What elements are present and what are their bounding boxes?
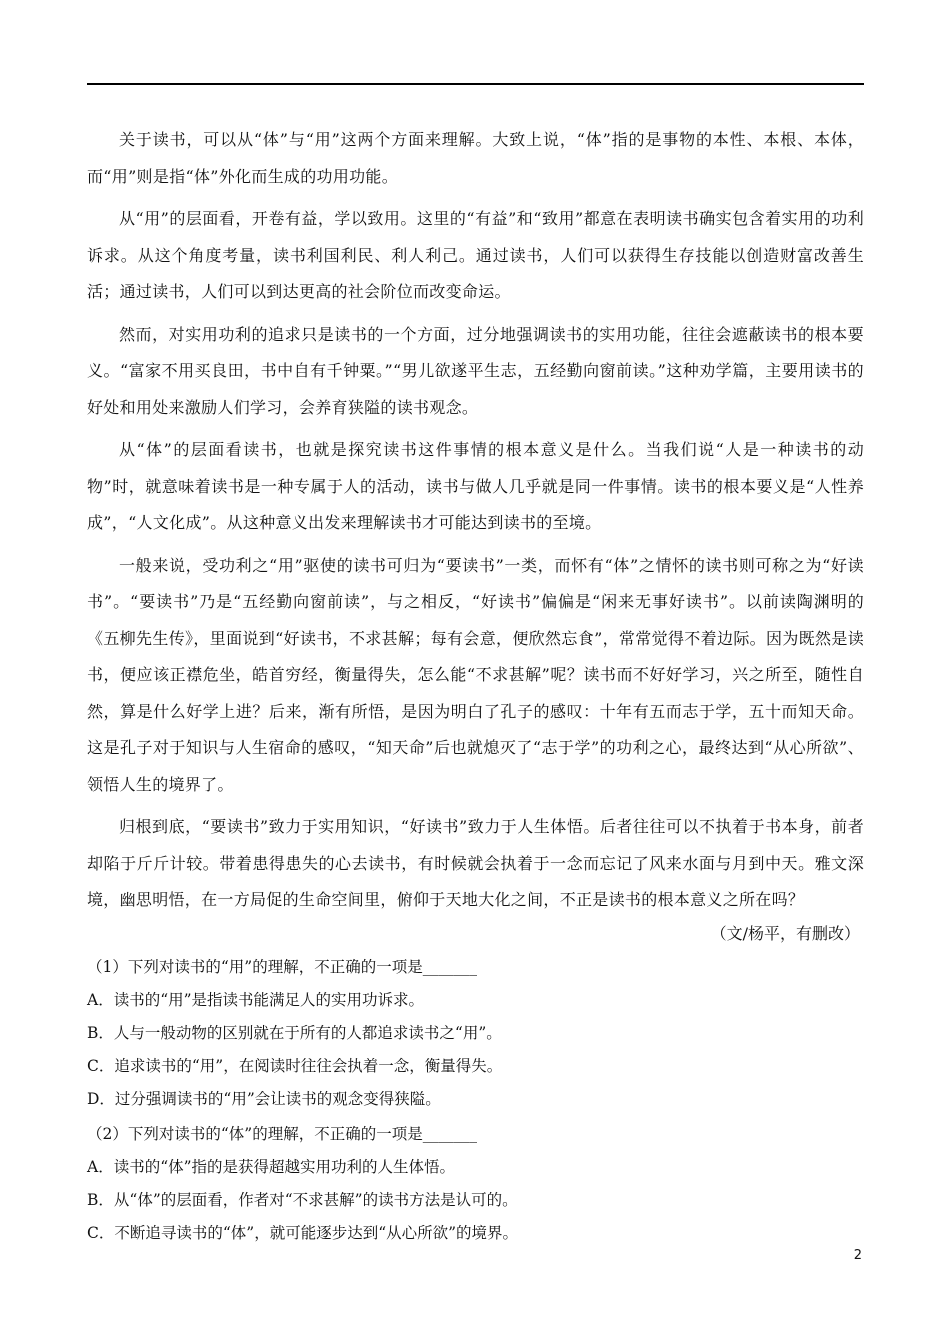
article-paragraph-5: 一般来说，受功利之“用”驱使的读书可归为“要读书”一类，而怀有“体”之情怀的读书则可称之为“好读书”。“要读书”乃是“五经勤向窗前读”，与之相反，“好读书”偏偏是“闲来无事好读书”。以前读陶渊明的《五柳先生传》，里面说到“好读书，不求甚解；每有会意，便欣然忘食”，常常觉得不着边际。因为既然是读书，便应该正襟危坐，皓首穷经，衡量得失，怎么能“不求甚解”呢？读书而不好好学习，兴之所至，随性自然，算是什么好学上进？后来，渐有所悟，是因为明白了孔子的感叹：十年有五而志于学，五十而知天命。这是孔子对于知识与人生宿命的感叹，“知天命”后也就熄灭了“志于学”的功利之心，最终达到“从心所欲”、领悟人生的境界了。 (87, 555, 864, 794)
question-2-stem: （2）下列对读书的“体”的理解，不正确的一项是_______ (87, 1124, 477, 1143)
question-2-option-c: C．不断追寻读书的“体”，就可能逐步达到“从心所欲”的境界。 (87, 1223, 519, 1242)
article-paragraph-2: 从“用”的层面看，开卷有益，学以致用。这里的“有益”和“致用”都意在表明读书确实包含着实用的功利诉求。从这个角度考量，读书利国利民、利人利己。通过读书，人们可以获得生存技能以创造财富改善生活；通过读书，人们可以到达更高的社会阶位而改变命运。 (87, 209, 864, 301)
article-paragraph-3: 然而，对实用功利的追求只是读书的一个方面，过分地强调读书的实用功能，往往会遮蔽读书的根本要义。“富家不用买良田，书中自有千钟粟。”“男儿欲遂平生志，五经勤向窗前读。”这种劝学篇，主要用读书的好处和用处来激励人们学习，会养育狭隘的读书观念。 (87, 324, 864, 417)
question-1-option-b: B．人与一般动物的区别就在于所有的人都追求读书之“用”。 (87, 1023, 502, 1042)
article-source: （文/杨平，有删改） (710, 923, 860, 943)
article-paragraph-6: 归根到底，“要读书”致力于实用知识，“好读书”致力于人生体悟。后者往往可以不执着于书本身，前者却陷于斤斤计较。带着患得患失的心去读书，有时候就会执着于一念而忘记了风来水面与月到中天。雅文深境，幽思明悟，在一方局促的生命空间里，俯仰于天地大化之间，不正是读书的根本意义之所在吗？ (87, 817, 864, 909)
question-1-option-a: A．读书的“用”是指读书能满足人的实用功诉求。 (87, 990, 425, 1009)
page-number: 2 (853, 1248, 862, 1263)
question-2 (87, 1118, 864, 1250)
question-2-option-b: B．从“体”的层面看，作者对“不求甚解”的读书方法是认可的。 (87, 1190, 518, 1209)
question-1-option-d: D．过分强调读书的“用”会让读书的观念变得狭隘。 (87, 1089, 441, 1108)
article-paragraph-4: 从“体”的层面看读书，也就是探究读书这件事情的根本意义是什么。当我们说“人是一种读书的动物”时，就意味着读书是一种专属于人的活动，读书与做人几乎就是同一件事情。读书的根本要义是“人性养成”，“人文化成”。从这种意义出发来理解读书才可能达到读书的至境。 (87, 440, 864, 532)
question-1-option-c: C．追求读书的“用”，在阅读时往往会执着一念，衡量得失。 (87, 1056, 503, 1075)
question-1-stem: （1）下列对读书的“用”的理解，不正确的一项是_______ (87, 957, 477, 976)
header-rule (87, 83, 864, 85)
question-2-option-a: A．读书的“体”指的是获得超越实用功利的人生体悟。 (87, 1157, 456, 1176)
document-body (87, 122, 864, 1250)
article-paragraph-1: 关于读书，可以从“体”与“用”这两个方面来理解。大致上说，“体”指的是事物的本性、本根、本体，而“用”则是指“体”外化而生成的功用功能。 (87, 130, 864, 186)
question-1 (87, 951, 864, 1116)
